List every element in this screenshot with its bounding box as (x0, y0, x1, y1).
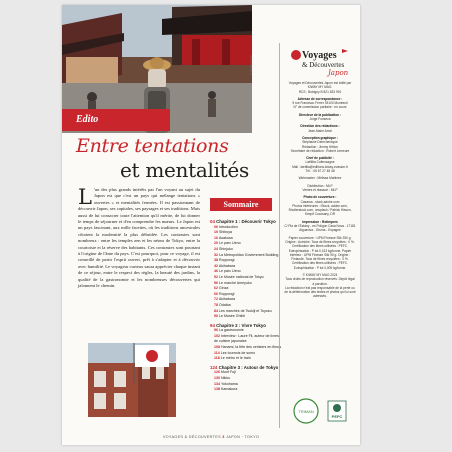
chapter-num[interactable]: 94 (210, 322, 215, 328)
list-item[interactable]: 72 Akihabara (214, 297, 235, 302)
column-divider (279, 43, 280, 428)
chapter-title[interactable]: Chapitre 2 : Vivre Tokyo (216, 322, 266, 328)
photo-credit: © Shutterstock (249, 55, 253, 75)
list-item[interactable]: 46 Le parc Ueno (214, 269, 241, 274)
list-item[interactable]: 114 Les tournois de sumo (214, 350, 256, 355)
chapter-num[interactable]: 124 (210, 364, 218, 370)
sommaire-title: Sommaire (210, 198, 272, 211)
magazine-logo (288, 45, 354, 79)
eco-badges (292, 397, 352, 425)
list-item[interactable]: 38 Roppongi (214, 258, 235, 263)
chapter-1 (210, 219, 280, 320)
list-item[interactable]: 52 Le Musée national de Tokyo (214, 274, 264, 279)
list-item[interactable]: 78 Odaiba (214, 302, 231, 307)
headline-line1: Entre tentations (76, 135, 229, 157)
list-item[interactable]: 108 Hanami, la fête des cerisiers en fleurs (214, 345, 282, 350)
chapter-title[interactable]: Chapitre 3 : Autour de Tokyo (218, 364, 279, 370)
list-item[interactable]: 16 Asakusa (214, 235, 233, 240)
chapter-num[interactable]: 04 (210, 219, 215, 224)
chapter-2 (210, 323, 280, 362)
list-item[interactable]: 56 Le marché Ameyoko (214, 280, 252, 285)
magazine-page (62, 5, 360, 445)
plane-icon (342, 49, 348, 53)
sommaire-list (210, 216, 280, 393)
list-item[interactable]: 126 Mont Fuji (214, 370, 236, 375)
svg-text:PEFC: PEFC (331, 414, 343, 419)
list-item[interactable]: 118 Le métro et le train (214, 356, 251, 361)
list-item[interactable]: 138 Kamakura (214, 387, 238, 392)
list-item[interactable]: 134 Yokohama (214, 381, 238, 386)
list-item[interactable]: 90 Le Musée Ghibli (214, 314, 245, 319)
page-footer: VOYAGES & DÉCOUVERTES 3 JAPON · TOKYO (162, 435, 260, 439)
logo-line1: Voyages (302, 50, 337, 61)
dropcap: L (78, 185, 92, 209)
building-flag-photo (88, 343, 176, 417)
list-item[interactable]: 96 La gastronomie (214, 328, 244, 333)
ads-email-link[interactable]: Mail : laetitia@editions-kiway-evasion.fr (292, 164, 348, 169)
list-item[interactable]: 66 Roppongi (214, 291, 235, 296)
svg-text:TRIMAN: TRIMAN (298, 409, 314, 414)
logo-script: Japon (328, 69, 349, 77)
colophon: Voyages et Découvertes Japon est édité par KIWAY MY MAG. RCS : Bobigny B 821 633 991 Adresse de correspondance : 9 rue Francisco Ferrer 93100 Montreuil N° de commission paritaire : en cours Directeur de la publication : Jorge Fonseca Direction des rédactions : Jean-Marie Amel Conception graphique : Stéphanie Demchenkyue Rédaction : Jimmy Hélion Secrétaire de rédaction : Robert Lemeure Chef de publicité : Laëtitia Coltenzagne Mail : laetitia@editions-kiway-evasion.fr Tél. : 06 67 27 48 48 Webmaster : Mélissa Martinez Distribution : MLP Ventes et réassort : MLP Photo de couverture : Casarsa - stock.adobe.com Photos intérieures : iStock, adobe.com, Shutterstock.com, unsplash / Patrick Hisson, Kimpif Cucosany, DR Impression : Rotimpres C/ Pla de l'Estany - es Polígon Casa Nova - 17181 Aiguaviva - Girona - Espagne Papier couverture : UPM Finesse Silk 250 g. Origine : Autriche. Taux de fibres recyclées : 0 %. Certification des fibres utilisées : PEFC. Eutrophisation : P tot 0,013 kg/tonne. Papier intérieur : UPM Finesse Silk 90 g. Origine : Finlande. Taux de fibres recyclées : 0 %. Certification des fibres utilisées : PEFC. Eutrophisation : P tot 0,009 kg/tonne. © KIWAY MY MAG 2024 Tous droits de reproduction réservés. Dépôt légal à parution. La rédaction n'est pas responsable de la perte ou de la détérioration des textes et photos qui lui sont adressés. (284, 81, 356, 299)
list-item[interactable]: 130 Nikko (214, 376, 230, 381)
list-item[interactable]: 24 Shinjuku (214, 246, 233, 251)
sun-icon (291, 50, 301, 60)
list-item[interactable]: 102 Interview : Laure Fil, auteur de livres de cuisine japonaise (214, 333, 279, 344)
edito-label: Edito (62, 109, 170, 131)
list-item[interactable]: 62 Ginza (214, 286, 229, 291)
list-item[interactable]: 84 Les marchés de Tsukiji et Toyosu (214, 308, 272, 313)
intro-body: 'un des plus grands intérêts par l'un voyant au sujet du Japon est que c'est un pays qui mélange tentations « ouvertes » et mentalités fermées. Il est passionnant de découvrir Japon, ses capitales, ses paysages et ses traditions. Mais aussi de lui consacrer toute l'attention qu'il mérite, de lui donner le temps de séjourner et d'en comprendre les mœurs. Le Japon est un pays fascinant, aux mille facettes, où les traditions ancestrales côtoient la modernité la plus débridée. Les contrastes sont nombreux : entre les temples zen et les néons de Tokyo, entre la courtoisie et la réserve des habitants. Ces contrastes sont pourtant à l'origine de l'âme du pays. C'est pourquoi, pour ce voyage, il est conseillé de partir l'esprit ouvert, prêt à s'adapter et à découvrir avec humilité. Le voyageur curieux saura apprécier chaque instant de ce séjour, entre le respect des règles, la beauté des jardins, la qualité de la gastronomie et les nombreuses découvertes qui jalonnent le chemin. (78, 187, 200, 289)
logo-line2: & Découvertes (302, 61, 345, 69)
chapter-3 (210, 365, 280, 393)
page-number: 3 (222, 435, 225, 439)
list-item[interactable]: 06 Introduction (214, 224, 238, 229)
list-item[interactable]: 20 Le parc Ueno (214, 241, 241, 246)
headline-line2: et mentalités (120, 158, 249, 182)
chapter-title[interactable]: Chapitre 1 : Découvrir Tokyo (216, 219, 276, 224)
list-item[interactable]: 42 Akihabara (214, 263, 235, 268)
intro-text (78, 187, 200, 290)
list-item[interactable]: 10 Shibuya (214, 230, 232, 235)
list-item[interactable]: 32 La Metropolitan Government Building (214, 252, 279, 257)
